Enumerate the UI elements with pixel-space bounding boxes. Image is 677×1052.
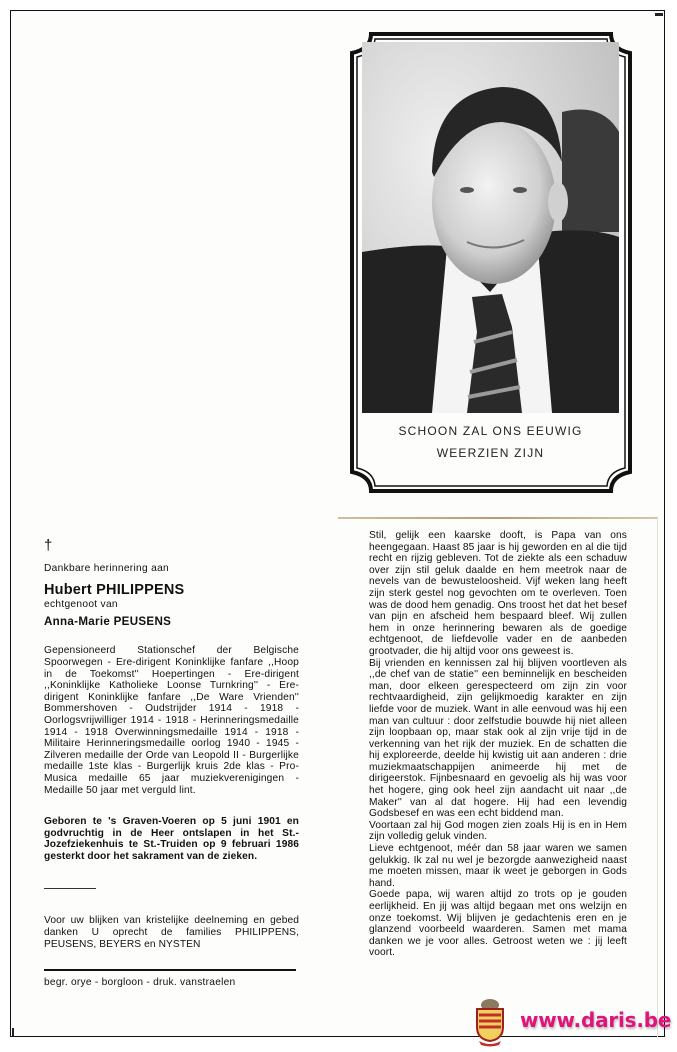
fold-line — [338, 517, 658, 519]
thanks-text: Voor uw blijken van kristelijke deelneming en gebed danken U oprecht de families PHILIPPENS, PEUSENS, BEYERS en NYSTEN — [44, 915, 299, 950]
fold-line-vertical — [657, 518, 658, 1038]
scan-mark — [655, 13, 663, 16]
paragraph: Voortaan zal hij God mogen zien zoals Hij is en in Hem zijn volledig geluk vinden. — [369, 819, 627, 843]
portrait-photo — [362, 42, 619, 413]
printer-credit: begr. orye - borgloon - druk. vanstraelen — [44, 976, 236, 988]
intro-text: Dankbare herinnering aan — [44, 563, 170, 574]
scan-mark — [12, 1028, 14, 1036]
divider — [44, 888, 96, 889]
paragraph: Bij vrienden en kennissen zal hij blijven voortleven als ,,de chef van de statie'' een beminnelijk en bescheiden man, door elkeen gerespecteerd om zijn zin voor rechtvaardigheid, zijn gelijkmoedig karakter en zijn liefde voor de muziek. Want in alle eenvoud was hij een man van cultuur : door zelfstudie bouwde hij niet alleen zijn loopbaan op, maar stak ook al zijn vrije tijd in de verkenning van het rijk der muziek. En de schatten die hij exploreerde, deelde hij kwistig uit aan anderen : drie muziekmaatschappijen animeerde hij met de dirigeerstok. Fijnbesnaard en gevoelig als hij was voor het hogere, ging ook heel zijn aandacht uit naar ,,de Maker'' van al dat hogere. Hij had een levendig Godsbesef en was een echt biddend man. — [369, 657, 627, 820]
deceased-name: Hubert PHILIPPENS — [44, 581, 185, 598]
birth-death-info: Geboren te 's Graven-Voeren op 5 juni 1901 en godvruchtig in de Heer ontslapen in het St.-Jozefziekenhuis te St.-Truiden op 9 februari 1986 gesterkt door het sakrament van de zieken. — [44, 816, 299, 862]
paragraph: Stil, gelijk een kaarske dooft, is Papa van ons heengegaan. Haast 85 jaar is hij geworden en al die tijd recht en rijzig gebleven. Tot de ziekte als een schaduw over zijn stil geluk daalde en hem meetrok naar de nevels van de bewusteloosheid. Vijf weken lang heeft zijn sterk gestel nog gevochten om te overleven. Toen was de dood hem genadig. Ons troost het dat het besef van pijn en afscheid hem bespaard bleef. Wij zullen hem in onze herinnering bewaren als de goedige echtgenoot, de liefdevolle vader en de aanbeden grootvader, die hij altijd voor ons geweest is. — [369, 530, 627, 657]
biography: Gepensioneerd Stationschef der Belgische Spoorwegen - Ere-dirigent Koninklijke fanfare ,,Hoop in de Toekomst'' Hoepertingen - Ere-dirigent ,,Koninklijke Katholieke Loonse Turnkring'' - Ere-dirigent Koninklijke fanfare ,,De Ware Vrienden'' Bommershoven - Oudstrijder 1914 - 1918 - Oorlogsvrijwilliger 1914 - 1918 - Herinneringsmedaille 1914 - 1918 Overwinningsmedaille 1914 - 1918 - Militaire Herinneringsmedaille oorlog 1940 - 1945 - Zilveren medaille der Orde van Leopold II - Burgerlijke medaille 1ste klas - Burgerlijk kruis 2de klas - Pro-Musica medaille 65 jaar muziekverenigingen - Medaille 50 jaar met verguld lint. — [44, 645, 299, 796]
crest-icon — [473, 997, 507, 1047]
paragraph: Lieve echtgenoot, méér dan 58 jaar waren we samen gelukkig. Ik zal nu wel je bezorgde aanwezigheid naast me moeten missen, maar ik weet je geborgen in Gods hand. — [369, 843, 627, 889]
watermark: www.daris.be — [520, 1008, 672, 1032]
divider — [44, 969, 296, 971]
right-column — [369, 530, 627, 959]
spouse-name: Anna-Marie PEUSENS — [44, 614, 172, 628]
caption-line: WEERZIEN ZIJN — [436, 446, 545, 460]
photo-caption — [362, 420, 619, 464]
cross-icon: † — [44, 537, 53, 554]
left-column — [44, 538, 299, 988]
paragraph: Goede papa, wij waren altijd zo trots op je gouden eerlijkheid. En jij was altijd begaan met ons welzijn en onze toekomst. Wij blijven je gedachtenis eren en je glanzend voorbeeld waarderen. Samen met mama danken we je voor alles. Getroost weten we : jij leeft voort. — [369, 889, 627, 959]
caption-line: SCHOON ZAL ONS EEUWIG — [398, 424, 583, 438]
spouse-label: echtgenoot van — [44, 599, 118, 611]
